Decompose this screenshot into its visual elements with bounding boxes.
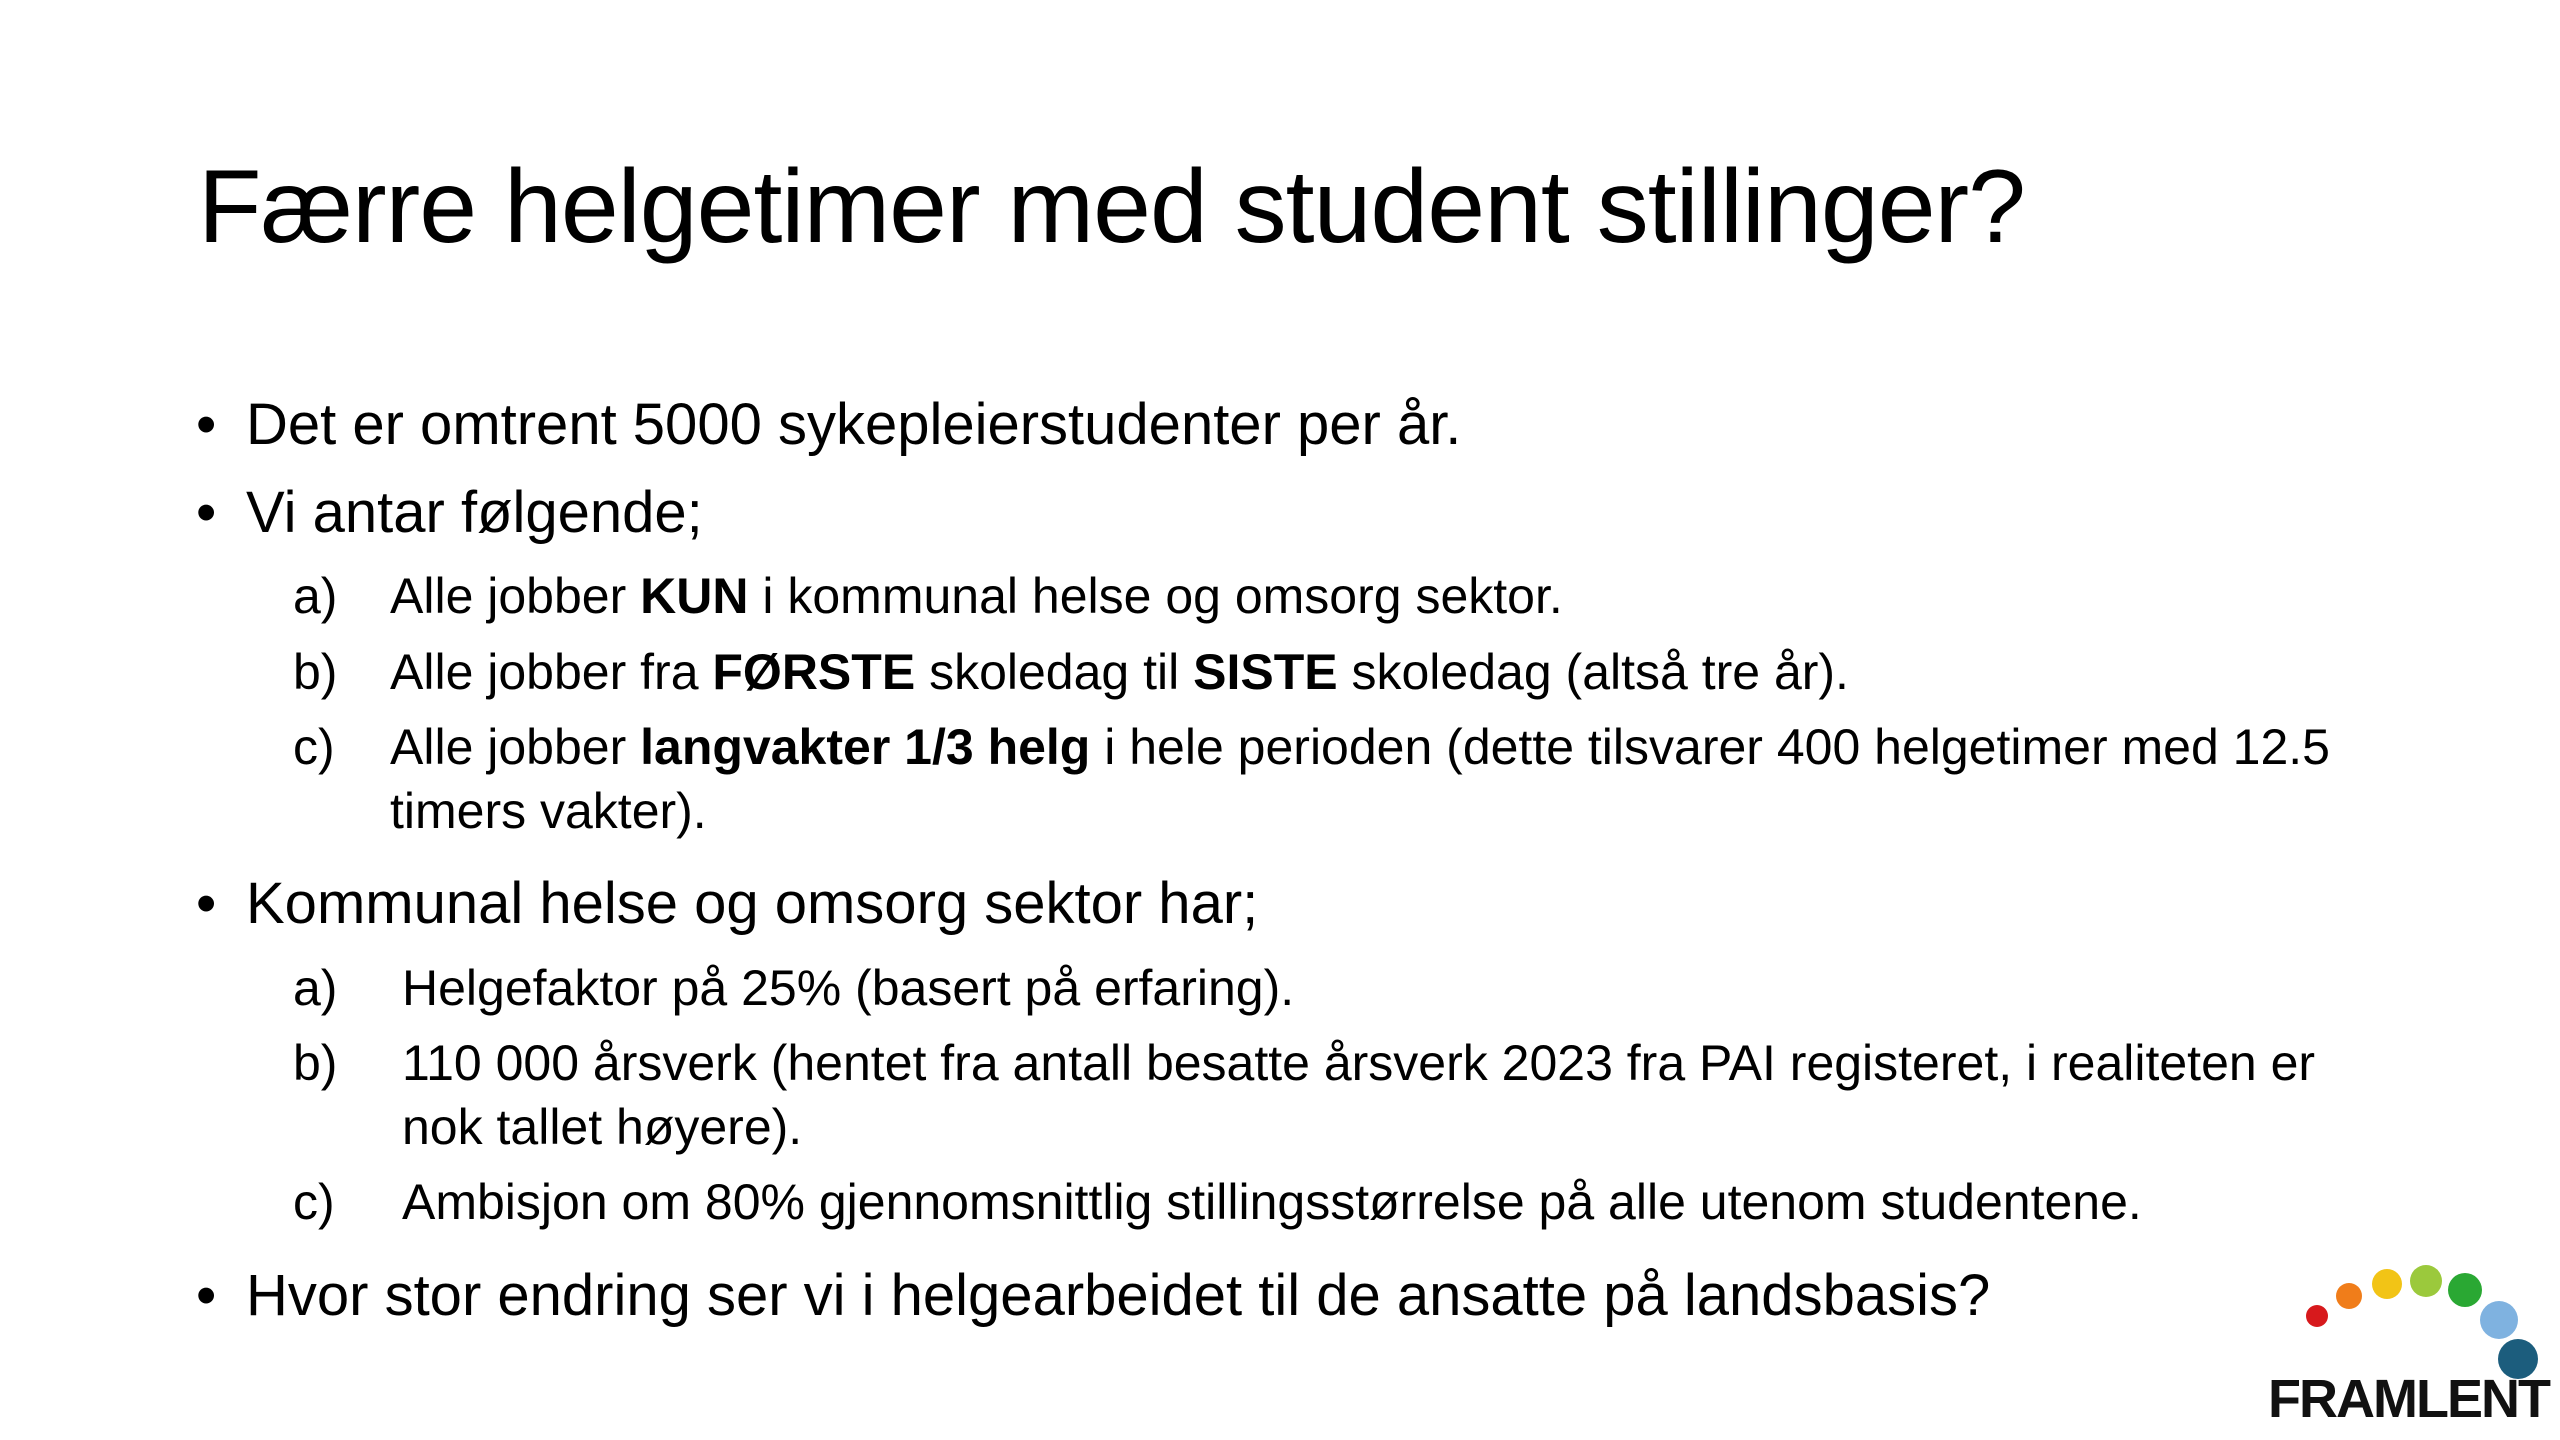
sector-fact-text: Ambisjon om 80% gjennomsnittlig stillingsstørrelse på alle utenom studentene. xyxy=(402,1174,2142,1231)
list-marker: c) xyxy=(293,719,335,776)
sector-fact-item xyxy=(196,1032,2396,1159)
logo-dot xyxy=(2410,1265,2442,1297)
assumption-item xyxy=(196,565,2396,629)
slide-title: Færre helgetimer med student stillinger? xyxy=(198,149,2026,265)
list-marker: a) xyxy=(293,959,338,1016)
assumption-text: i hele perioden (dette tilsvarer 400 helgetimer med 12.5 timers vakter). xyxy=(390,719,2330,839)
logo-dot xyxy=(2480,1301,2518,1339)
sector-fact-item xyxy=(196,957,2396,1021)
sector-fact-text: Helgefaktor på 25% (basert på erfaring). xyxy=(402,959,1295,1016)
sector-fact-item xyxy=(196,1171,2396,1235)
list-marker: c) xyxy=(293,1174,335,1231)
bullet-dot: • xyxy=(196,871,217,937)
assumptions-list xyxy=(196,565,2396,843)
assumption-text: Alle jobber fra xyxy=(390,643,713,700)
sector-facts-list xyxy=(196,957,2396,1235)
assumption-emphasis: FØRSTE xyxy=(712,643,916,700)
bullet-text: Vi antar følgende; xyxy=(246,479,703,545)
assumption-item xyxy=(196,641,2396,705)
bullet-item xyxy=(196,1261,2396,1331)
logo-dot xyxy=(2306,1305,2328,1327)
bullet-dot: • xyxy=(196,479,217,545)
logo-dot xyxy=(2448,1273,2482,1307)
bullet-item xyxy=(196,390,2396,460)
bullet-text: Det er omtrent 5000 sykepleierstudenter per år. xyxy=(246,392,1462,457)
assumption-text: i kommunal helse og omsorg sektor. xyxy=(748,568,1563,625)
bullet-item xyxy=(196,869,2396,939)
assumption-emphasis: langvakter 1/3 helg xyxy=(640,719,1091,776)
sector-fact-text: 110 000 årsverk (hentet fra antall besatte årsverk 2023 fra PAI registeret, i realiteten er nok tallet høyere). xyxy=(402,1035,2316,1155)
framlent-logo-text: FRAMLENT xyxy=(2268,1369,2549,1429)
list-marker: b) xyxy=(293,643,338,700)
assumption-text: Alle jobber xyxy=(390,568,641,625)
assumption-item xyxy=(196,716,2396,843)
assumption-emphasis: SISTE xyxy=(1193,643,1338,700)
bullet-item xyxy=(196,478,2396,548)
bullet-text: Hvor stor endring ser vi i helgearbeidet til de ansatte på landsbasis? xyxy=(246,1262,1991,1328)
slide-body xyxy=(196,390,2396,1348)
assumption-emphasis: KUN xyxy=(640,568,749,625)
assumption-text: Alle jobber xyxy=(390,719,641,776)
logo-dot xyxy=(2336,1283,2362,1309)
assumption-text: skoledag (altså tre år). xyxy=(1337,643,1849,700)
logo-dot xyxy=(2372,1269,2402,1299)
bullet-dot: • xyxy=(196,392,217,457)
bullet-dot: • xyxy=(196,1262,217,1328)
list-marker: b) xyxy=(293,1035,338,1092)
bullet-text: Kommunal helse og omsorg sektor har; xyxy=(246,871,1259,937)
list-marker: a) xyxy=(293,568,338,625)
assumption-text: skoledag til xyxy=(915,643,1194,700)
